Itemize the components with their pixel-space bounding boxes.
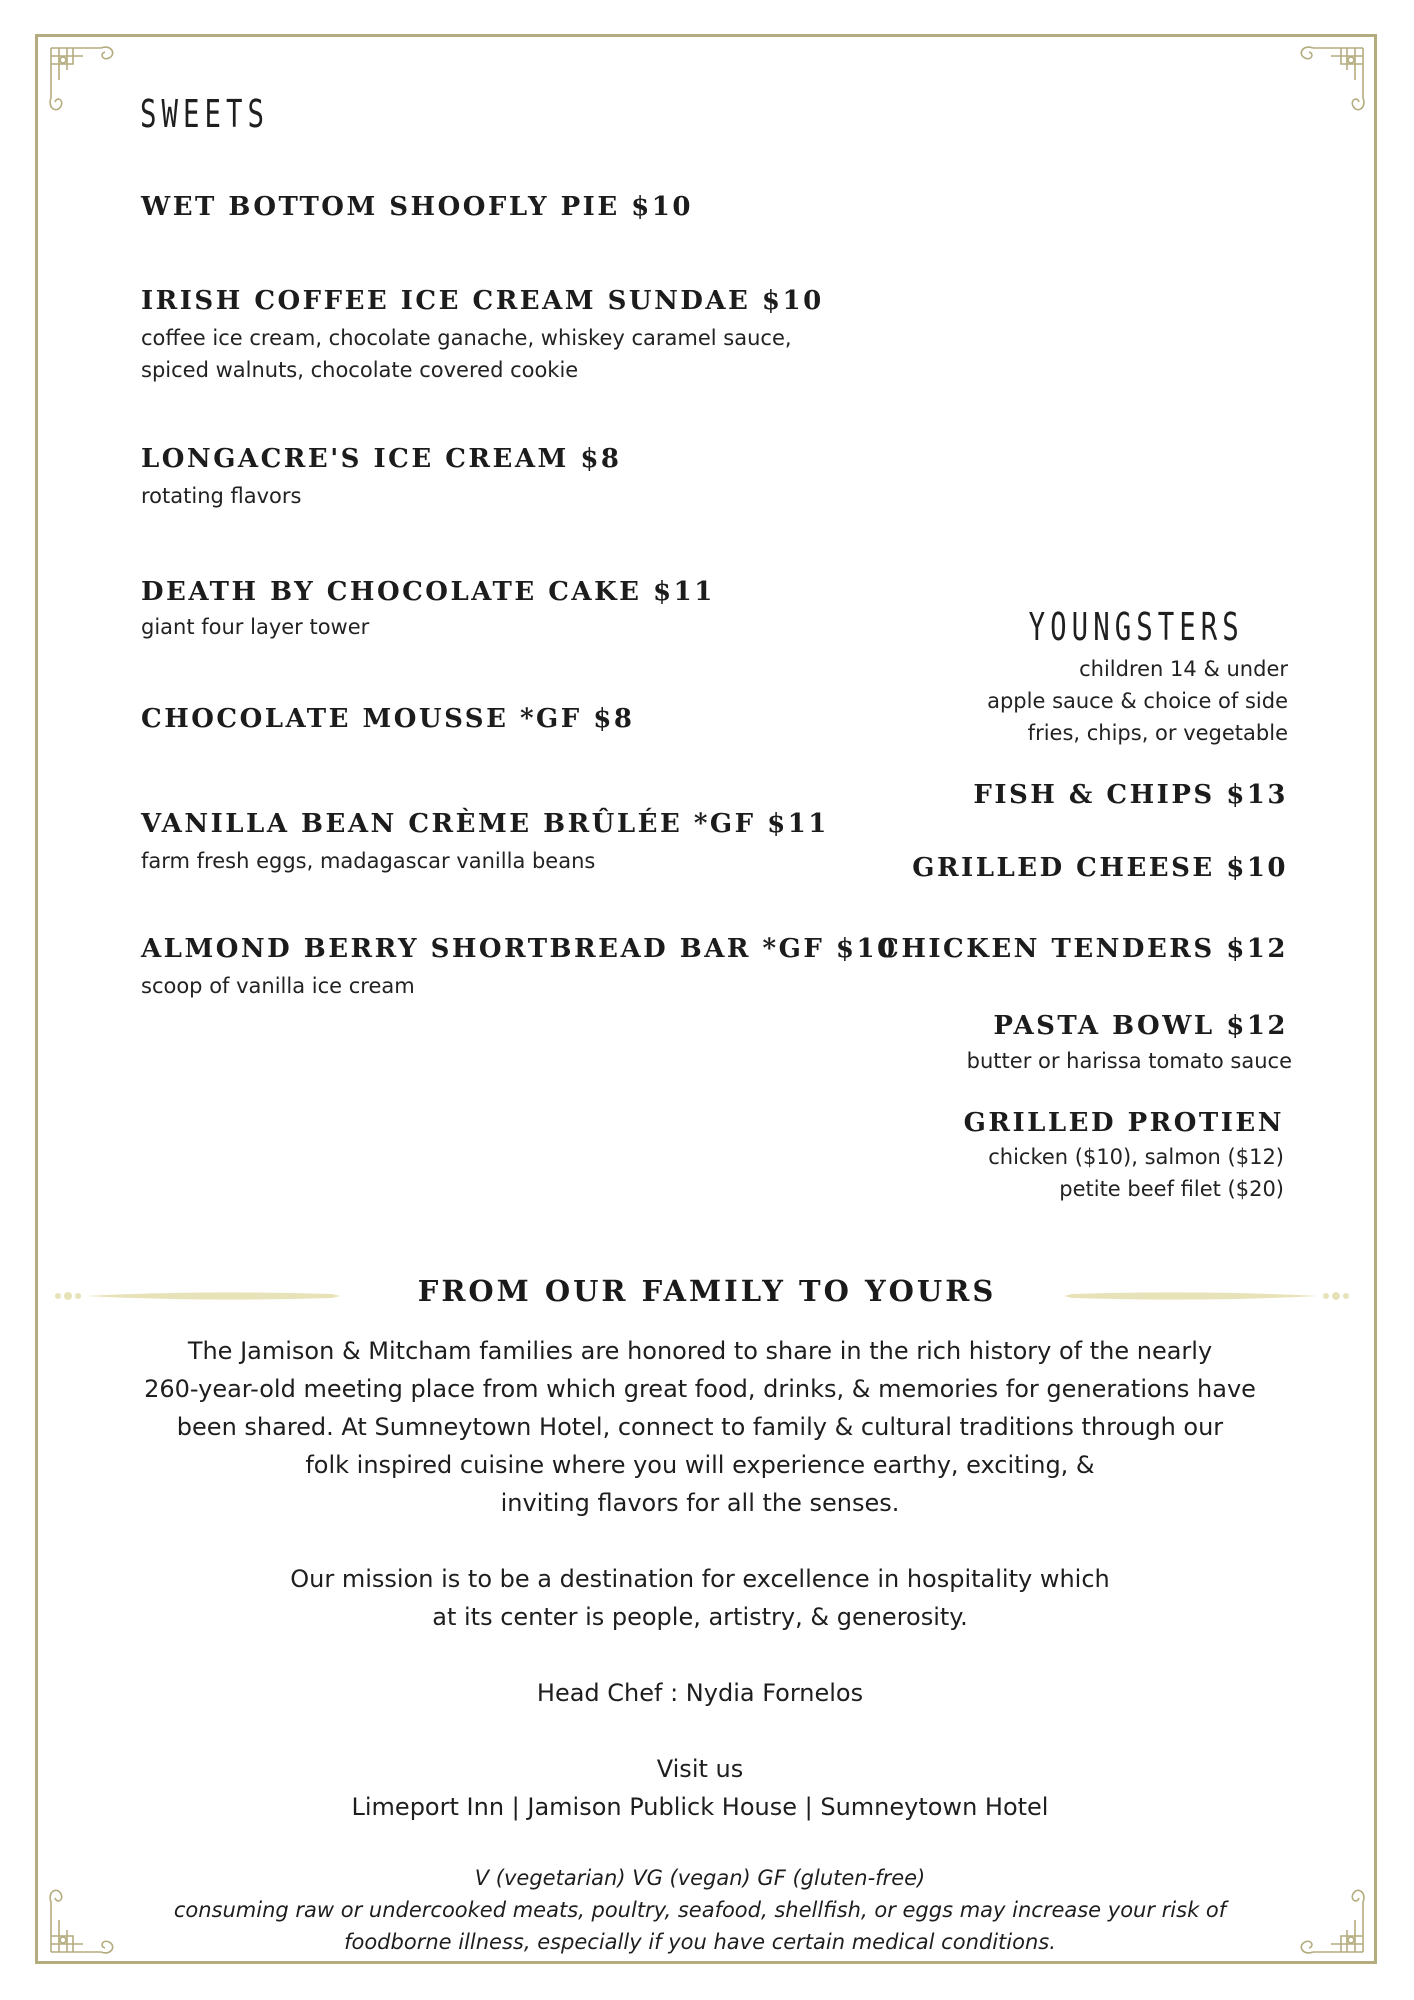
head-chef: Head Chef : Nydia Fornelos xyxy=(536,1679,864,1707)
menu-item-name: ALMOND BERRY SHORTBREAD BAR *GF $10 xyxy=(141,934,898,964)
locations-list: Limeport Inn | Jamison Publick House | Sumneytown Hotel xyxy=(351,1793,1049,1821)
youngsters-intro-line: fries, chips, or vegetable xyxy=(1027,721,1288,745)
menu-item-name: VANILLA BEAN CRÈME BRÛLÉE *GF $11 xyxy=(141,809,829,839)
corner-ornament-icon xyxy=(1271,40,1371,140)
food-safety-warning: foodborne illness, especially if you have certain medical conditions. xyxy=(344,1930,1056,1954)
menu-item-description: petite beef filet ($20) xyxy=(1059,1177,1284,1201)
food-safety-warning: consuming raw or undercooked meats, poultry, seafood, shellfish, or eggs may increase your risk of xyxy=(173,1898,1227,1922)
family-paragraph-line: 260-year-old meeting place from which great food, drinks, & memories for generations have xyxy=(144,1375,1256,1403)
family-paragraph-line: folk inspired cuisine where you will experience earthy, exciting, & xyxy=(305,1451,1095,1479)
sweets-heading: SWEETS xyxy=(140,92,270,136)
family-section-heading: FROM OUR FAMILY TO YOURS xyxy=(417,1274,997,1308)
youngsters-heading: YOUNGSTERS xyxy=(1028,605,1244,649)
family-paragraph-line: The Jamison & Mitcham families are honored to share in the rich history of the nearly xyxy=(187,1337,1213,1365)
visit-label: Visit us xyxy=(656,1755,744,1783)
menu-item-description: rotating flavors xyxy=(141,484,302,508)
diet-legend: V (vegetarian) VG (vegan) GF (gluten-free) xyxy=(474,1866,926,1890)
corner-ornament-icon xyxy=(43,40,143,140)
menu-item-description: spiced walnuts, chocolate covered cookie xyxy=(141,358,579,382)
menu-item-description: coffee ice cream, chocolate ganache, whiskey caramel sauce, xyxy=(141,326,792,350)
menu-item-name: CHICKEN TENDERS $12 xyxy=(878,934,1288,964)
menu-item-name: PASTA BOWL $12 xyxy=(993,1011,1288,1041)
menu-item-name: DEATH BY CHOCOLATE CAKE $11 xyxy=(141,577,715,607)
mission-line: Our mission is to be a destination for excellence in hospitality which xyxy=(290,1565,1110,1593)
menu-item-name: IRISH COFFEE ICE CREAM SUNDAE $10 xyxy=(141,286,824,316)
mission-line: at its center is people, artistry, & generosity. xyxy=(432,1603,968,1631)
menu-item-name: LONGACRE'S ICE CREAM $8 xyxy=(141,444,622,474)
menu-item-description: farm fresh eggs, madagascar vanilla beans xyxy=(141,849,596,873)
youngsters-intro-line: children 14 & under xyxy=(1079,657,1288,681)
menu-item-name: GRILLED PROTIEN xyxy=(963,1108,1284,1138)
family-paragraph-line: inviting flavors for all the senses. xyxy=(500,1489,900,1517)
menu-item-name: FISH & CHIPS $13 xyxy=(973,780,1288,810)
menu-item-description: chicken ($10), salmon ($12) xyxy=(988,1145,1284,1169)
menu-item-description: scoop of vanilla ice cream xyxy=(141,974,415,998)
menu-item-name: GRILLED CHEESE $10 xyxy=(912,853,1288,883)
menu-item-description: giant four layer tower xyxy=(141,615,370,639)
menu-item-name: WET BOTTOM SHOOFLY PIE $10 xyxy=(141,192,693,222)
family-paragraph-line: been shared. At Sumneytown Hotel, connect to family & cultural traditions through our xyxy=(176,1413,1224,1441)
youngsters-intro-line: apple sauce & choice of side xyxy=(987,689,1288,713)
menu-item-name: CHOCOLATE MOUSSE *GF $8 xyxy=(141,704,635,734)
menu-item-description: butter or harissa tomato sauce xyxy=(966,1049,1292,1073)
